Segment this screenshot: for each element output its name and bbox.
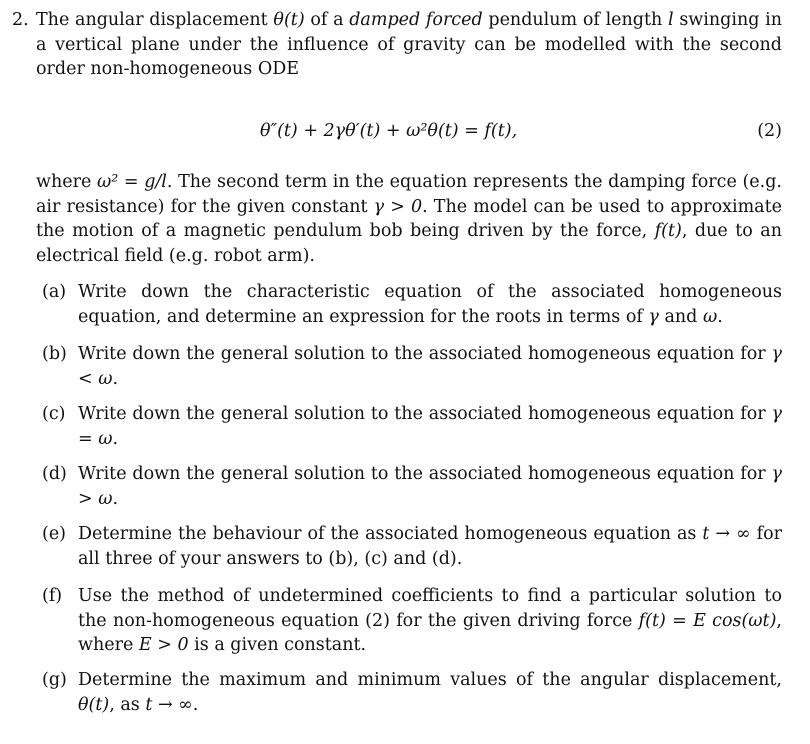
part-label: (g) [42,670,67,690]
text-segment: Use the method of undetermined coefficients to find a particular solution to the non-homogeneous equation (2) for the given driving force [78,586,782,631]
math-expression: f(t) [654,221,682,241]
text-segment: . [112,428,119,449]
emphasis-text: damped forced [349,10,483,30]
part-label: (b) [42,344,67,364]
part-c [36,402,782,451]
math-expression: E > 0 [138,635,189,655]
part-d [36,462,782,511]
text-segment: Determine the maximum and minimum values of the angular displacement, [78,670,782,690]
part-text [78,342,782,391]
part-f [36,584,782,658]
text-segment: is a given constant. [188,635,367,655]
part-g [36,668,782,717]
text-segment: . [112,368,119,389]
equation-2 [12,119,782,147]
math-expression: ω² = g/l [96,172,167,192]
part-text [78,280,782,329]
part-label: (e) [42,524,67,544]
math-expression: γ > ω [78,464,782,509]
math-expression: ω [702,306,718,327]
text-segment: Write down the characteristic equation of the associated homogeneous equation, and determine an expression for the roots in terms of [78,282,782,327]
part-label: (f) [42,586,63,606]
text-segment: , as [109,694,146,715]
part-a [36,280,782,329]
part-e [36,522,782,571]
text-segment: where [36,172,97,192]
math-expression: θ(t) [78,694,110,715]
math-expression: γ = ω [78,404,782,449]
math-expression: l [668,10,674,30]
math-expression: γ [648,306,659,327]
math-expression: γ < ω [78,344,782,389]
text-segment: for all three of your answers to (b), (c) and (d). [78,524,782,569]
text-segment: . The model can be used to approximate the motion of a magnetic pendulum bob being driven by the force, [36,196,782,241]
text-segment: Determine the behaviour of the associated homogeneous equation as [78,524,703,544]
part-label: (c) [42,404,66,424]
math-expression: t → ∞ [702,524,751,544]
text-segment: The angular displacement [36,10,274,30]
part-text [78,668,782,717]
text-segment: pendulum of length [482,10,669,30]
part-label: (a) [42,282,67,302]
math-expression: γ > 0 [373,196,423,217]
question-context-paragraph [36,170,782,268]
text-segment: swinging in a vertical plane under the influence of gravity can be modelled with the second order non-homogeneous ODE [36,10,783,79]
text-segment: . [112,488,119,509]
text-segment: of a [304,10,350,30]
part-text [78,584,782,658]
text-segment: , due to an electrical field (e.g. robot arm). [36,221,782,266]
math-expression: t → ∞ [145,694,193,715]
part-text [78,462,782,511]
part-b [36,342,782,391]
text-segment: . [192,694,199,715]
equation-expression: θ″(t) + 2γθ′(t) + ω²θ(t) = f(t), [260,121,518,141]
question-number: 2. [12,10,29,30]
text-segment: Write down the general solution to the associated homogeneous equation for [78,464,772,484]
text-segment: . [717,306,723,327]
part-text [78,402,782,451]
question-intro [36,8,782,82]
question-2 [12,8,783,715]
math-expression: f(t) = E cos(ωt) [638,610,777,631]
text-segment: and [658,306,703,327]
equation-label: (2) [757,121,782,141]
part-text [78,522,782,571]
part-label: (d) [42,464,67,484]
math-expression: θ(t) [273,10,305,30]
text-segment: , where [78,610,782,655]
text-segment: Write down the general solution to the associated homogeneous equation for [78,344,772,364]
text-segment: Write down the general solution to the associated homogeneous equation for [78,404,772,424]
text-segment: . The second term in the equation represents the damping force (e.g. air resistance) for the given constant [36,172,782,217]
